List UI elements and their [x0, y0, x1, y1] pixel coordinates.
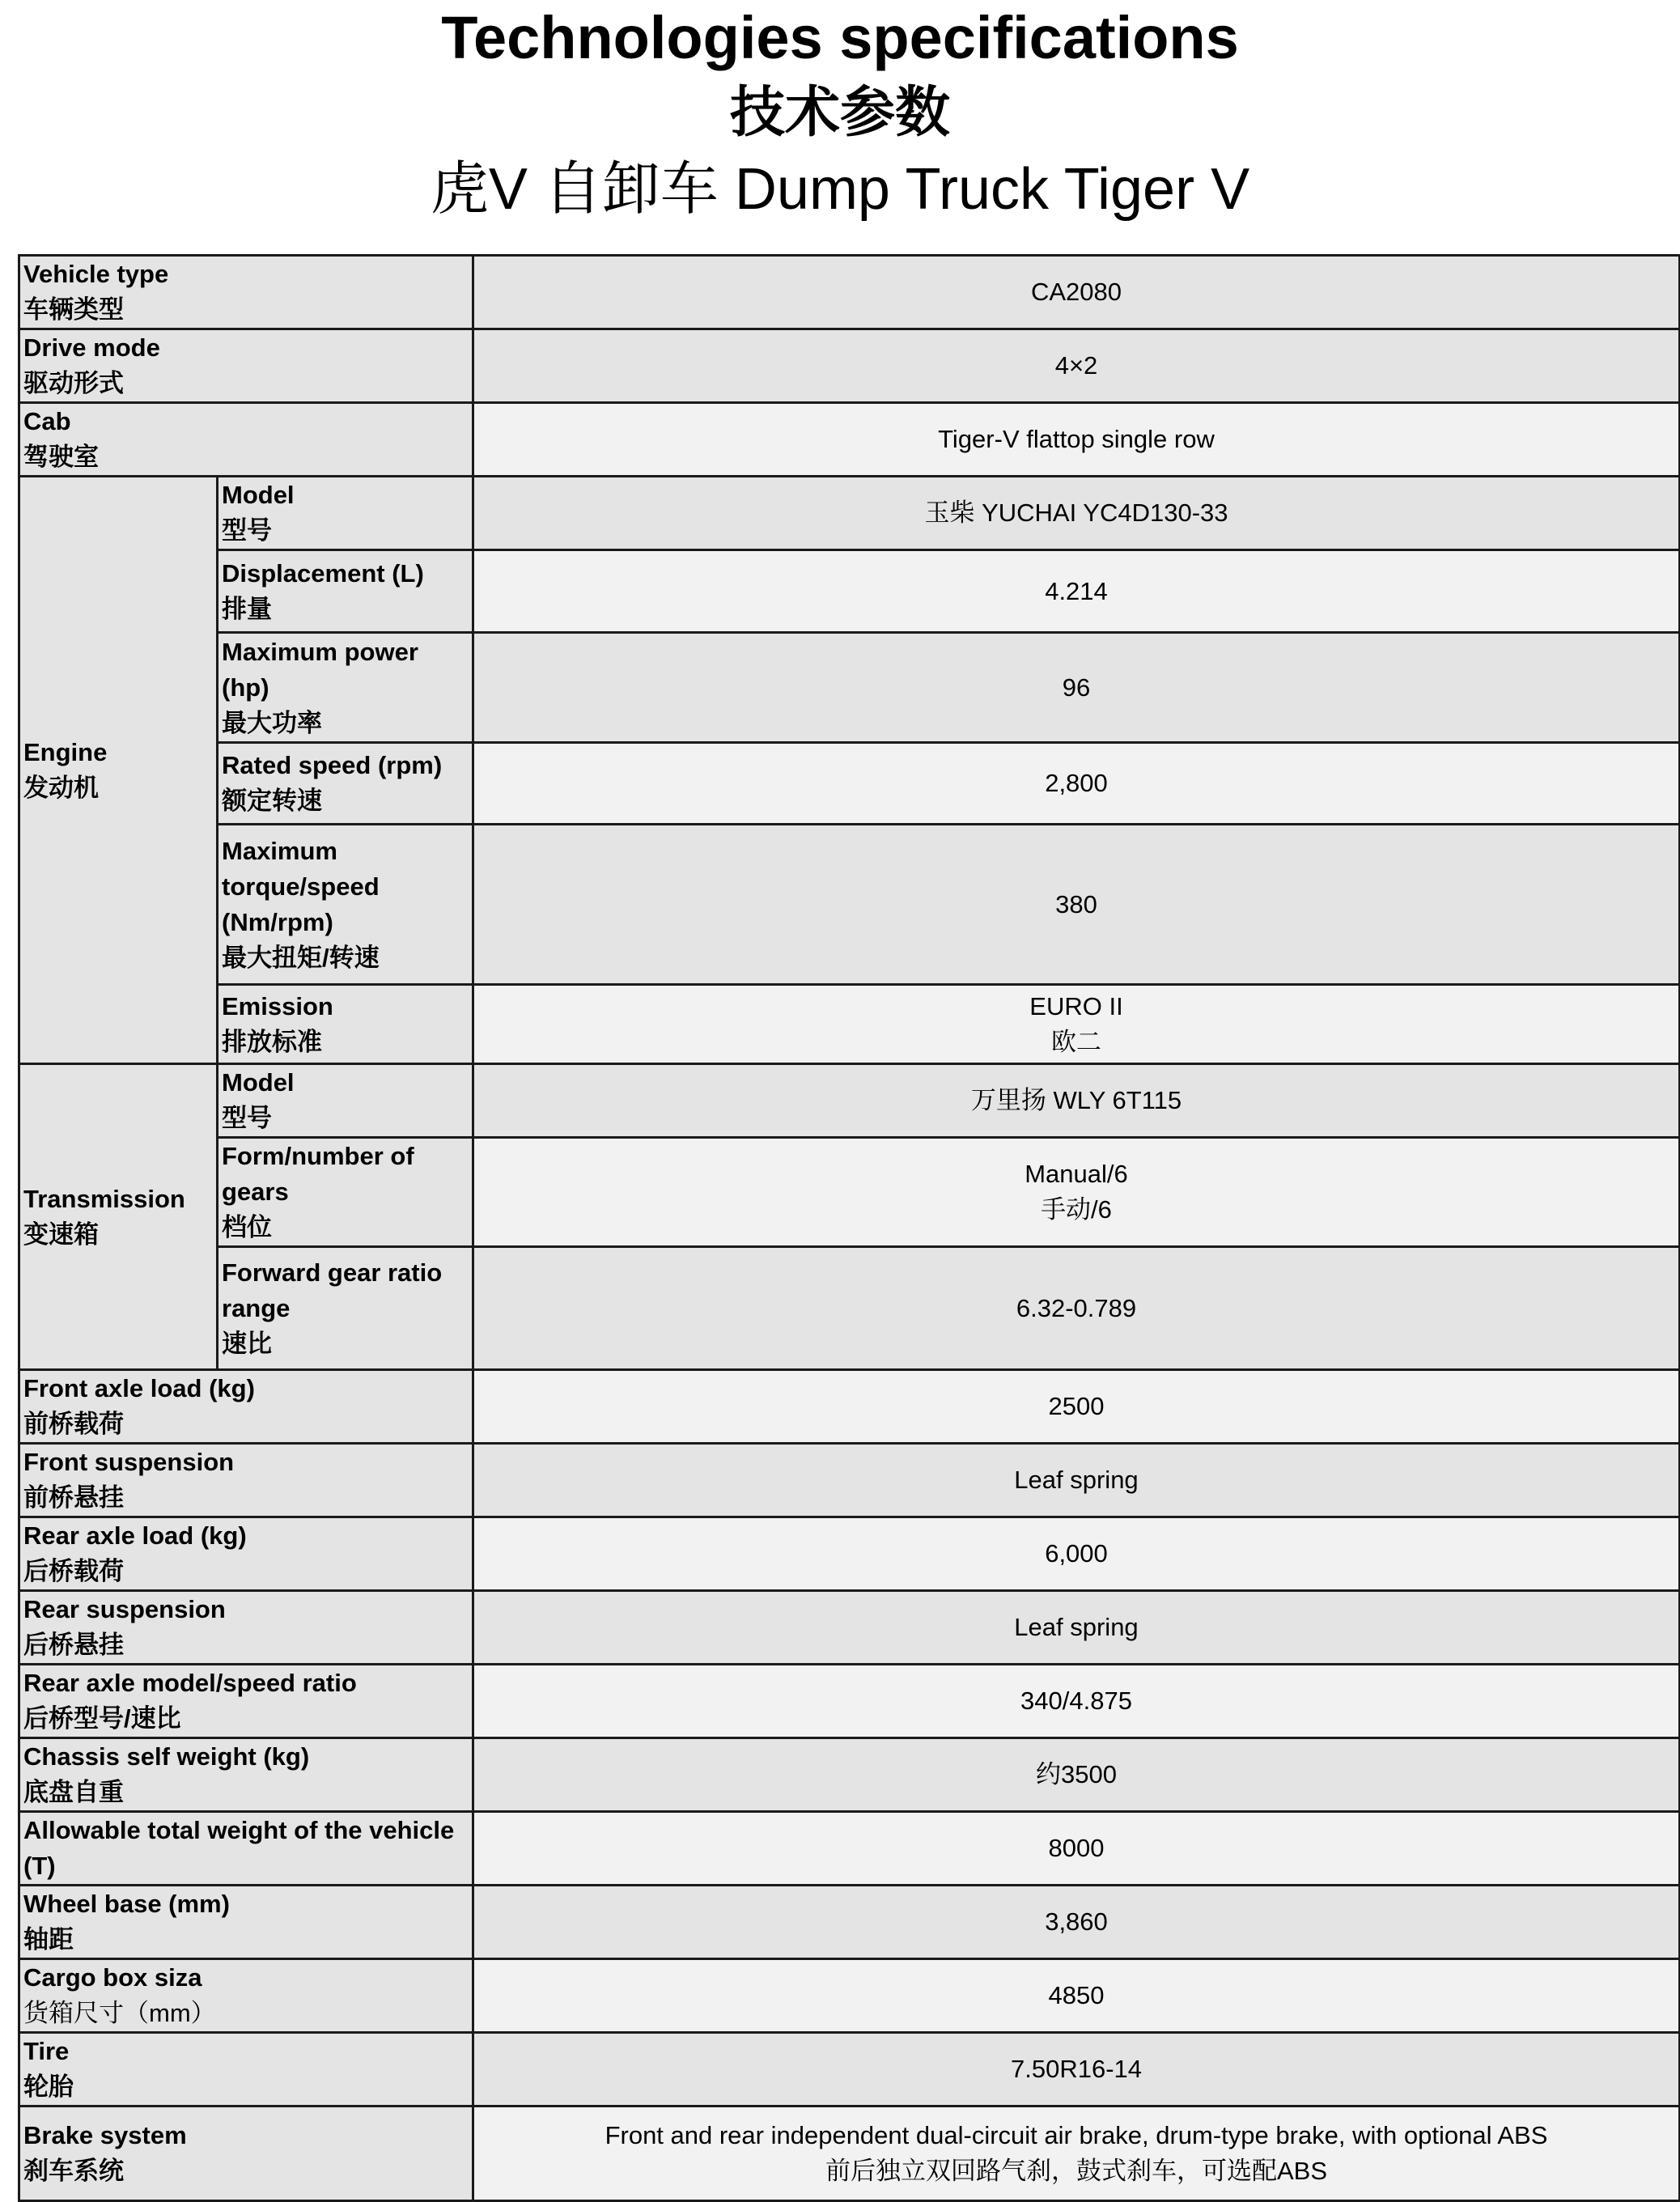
row-transmission-model — [19, 1064, 1680, 1138]
group-engine: Engine 发动机 — [19, 477, 218, 1064]
label-rear-suspension: Rear suspension 后桥悬挂 — [19, 1591, 473, 1665]
spec-table — [18, 254, 1680, 2202]
group-transmission: Transmission 变速箱 — [19, 1064, 218, 1370]
value-engine-model: 玉柴 YUCHAI YC4D130-33 — [473, 477, 1680, 550]
label-engine-model: Model 型号 — [218, 477, 473, 550]
label-transmission-model: Model 型号 — [218, 1064, 473, 1138]
label-wheel-base: Wheel base (mm) 轴距 — [19, 1886, 473, 1959]
label-brake: Brake system 刹车系统 — [19, 2107, 473, 2201]
label-front-axle-load: Front axle load (kg) 前桥载荷 — [19, 1370, 473, 1444]
value-gear-ratio: 6.32-0.789 — [473, 1247, 1680, 1370]
value-max-power: 96 — [473, 633, 1680, 743]
row-emission — [19, 985, 1680, 1064]
label-gear-ratio: Forward gear ratio range 速比 — [218, 1247, 473, 1370]
row-gear-ratio — [19, 1247, 1680, 1370]
row-drive-mode — [19, 329, 1680, 403]
label-emission: Emission 排放标准 — [218, 985, 473, 1064]
label-tire: Tire 轮胎 — [19, 2033, 473, 2107]
label-total-weight: Allowable total weight of the vehicle (T) — [19, 1812, 473, 1886]
value-vehicle-type: CA2080 — [473, 256, 1680, 329]
value-front-suspension: Leaf spring — [473, 1444, 1680, 1517]
value-front-axle-load: 2500 — [473, 1370, 1680, 1444]
label-chassis-weight: Chassis self weight (kg) 底盘自重 — [19, 1738, 473, 1812]
row-front-axle-load — [19, 1370, 1680, 1444]
row-total-weight — [19, 1812, 1680, 1886]
value-rear-axle-load: 6,000 — [473, 1517, 1680, 1591]
row-rear-axle-model — [19, 1665, 1680, 1738]
label-cargo-box: Cargo box siza 货箱尺寸（mm） — [19, 1959, 473, 2033]
row-tire — [19, 2033, 1680, 2107]
row-front-suspension — [19, 1444, 1680, 1517]
value-displacement: 4.214 — [473, 550, 1680, 633]
value-chassis-weight: 约3500 — [473, 1738, 1680, 1812]
row-gears — [19, 1138, 1680, 1247]
value-rear-axle-model: 340/4.875 — [473, 1665, 1680, 1738]
label-rear-axle-model: Rear axle model/speed ratio 后桥型号/速比 — [19, 1665, 473, 1738]
value-gears: Manual/6 手动/6 — [473, 1138, 1680, 1247]
title-chinese: 技术参数 — [729, 82, 950, 143]
row-displacement — [19, 550, 1680, 633]
row-rear-axle-load — [19, 1517, 1680, 1591]
row-max-power — [19, 633, 1680, 743]
value-drive-mode: 4×2 — [473, 329, 1680, 403]
value-rear-suspension: Leaf spring — [473, 1591, 1680, 1665]
value-cab: Tiger-V flattop single row — [473, 403, 1680, 477]
value-emission: EURO II 欧二 — [473, 985, 1680, 1064]
row-wheel-base — [19, 1886, 1680, 1959]
row-rated-speed — [19, 743, 1680, 825]
row-brake — [19, 2107, 1680, 2201]
value-wheel-base: 3,860 — [473, 1886, 1680, 1959]
label-drive-mode: Drive mode 驱动形式 — [19, 329, 473, 403]
value-tire: 7.50R16-14 — [473, 2033, 1680, 2107]
row-vehicle-type — [19, 256, 1680, 329]
row-cab — [19, 403, 1680, 477]
subtitle-model: 虎V 自卸车 Dump Truck Tiger V — [430, 157, 1250, 222]
value-max-torque: 380 — [473, 825, 1680, 985]
row-engine-model — [19, 477, 1680, 550]
value-rated-speed: 2,800 — [473, 743, 1680, 825]
label-rear-axle-load: Rear axle load (kg) 后桥载荷 — [19, 1517, 473, 1591]
label-displacement: Displacement (L) 排量 — [218, 550, 473, 633]
label-cab: Cab 驾驶室 — [19, 403, 473, 477]
value-cargo-box: 4850 — [473, 1959, 1680, 2033]
label-gears: Form/number of gears 档位 — [218, 1138, 473, 1247]
value-total-weight: 8000 — [473, 1812, 1680, 1886]
title-english: Technologies specifications — [441, 4, 1239, 71]
label-max-power: Maximum power (hp) 最大功率 — [218, 633, 473, 743]
label-front-suspension: Front suspension 前桥悬挂 — [19, 1444, 473, 1517]
label-vehicle-type: Vehicle type 车辆类型 — [19, 256, 473, 329]
row-cargo-box — [19, 1959, 1680, 2033]
value-brake: Front and rear independent dual-circuit air brake, drum-type brake, with optional ABS 前后独立双回路气刹，鼓式刹车，可选配ABS — [473, 2107, 1680, 2201]
row-chassis-weight — [19, 1738, 1680, 1812]
label-rated-speed: Rated speed (rpm) 额定转速 — [218, 743, 473, 825]
row-rear-suspension — [19, 1591, 1680, 1665]
row-max-torque — [19, 825, 1680, 985]
value-transmission-model: 万里扬 WLY 6T115 — [473, 1064, 1680, 1138]
label-max-torque: Maximum torque/speed (Nm/rpm) 最大扭矩/转速 — [218, 825, 473, 985]
